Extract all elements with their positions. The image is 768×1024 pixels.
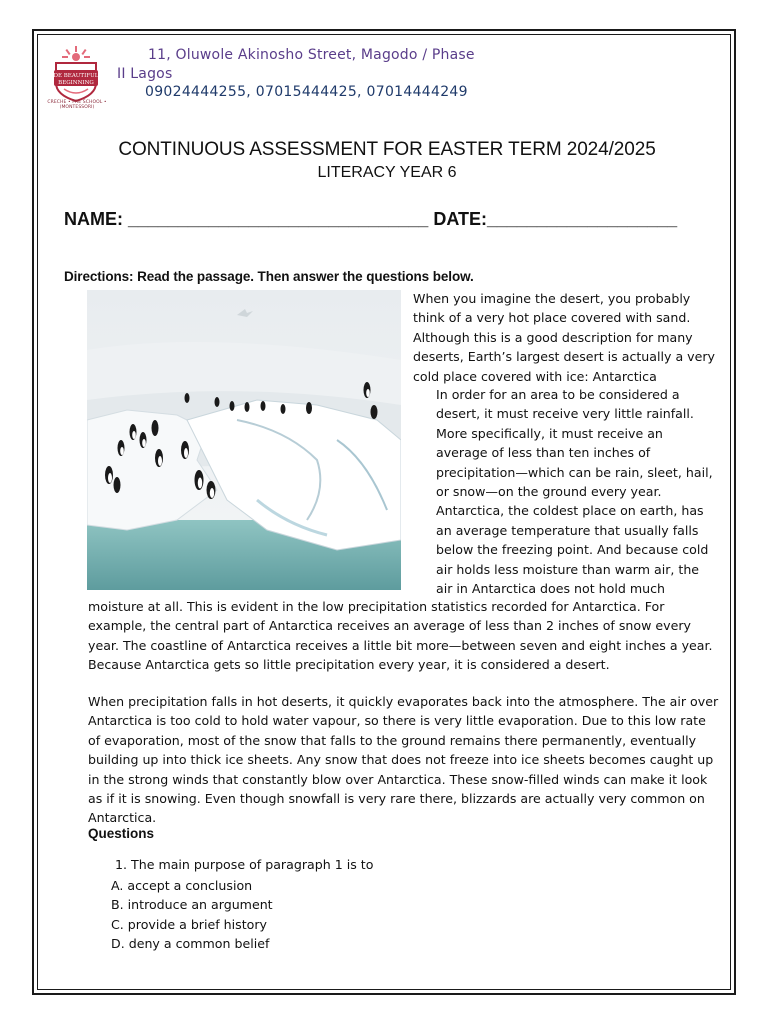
passage-line: as if it is snowing. Even though snowfall is very rare there, blizzards are actually very common on xyxy=(88,791,705,807)
passage-line: Antarctica. xyxy=(88,810,157,826)
passage-line: Because Antarctica gets so little precipitation every year, it is considered a desert. xyxy=(88,657,610,673)
passage-line: Antarctica, the coldest place on earth, has xyxy=(436,503,704,519)
page-subtitle: LITERACY YEAR 6 xyxy=(317,164,457,181)
passage-line: building up into thick ice sheets. Any snow that does not freeze into ice sheets becomes caught up xyxy=(88,752,714,768)
passage-paragraph-4 xyxy=(88,692,728,828)
question-1: 1. The main purpose of paragraph 1 is to xyxy=(115,857,374,872)
passage-line: cold place covered with ice: Antarctica xyxy=(413,368,657,384)
passage-line: an average temperature that usually falls xyxy=(436,522,699,538)
option-d[interactable]: D. deny a common belief xyxy=(111,936,270,952)
antarctica-penguins-image xyxy=(87,290,401,590)
passage-line: moisture at all. This is evident in the low precipitation statistics recorded for Antarctica. For xyxy=(88,599,665,614)
passage-paragraph-2 xyxy=(436,385,726,598)
passage-line: example, the central part of Antarctica receives an average of less than 2 inches of snow every xyxy=(88,618,691,634)
name-date-fields[interactable]: NAME: ______________________________ DATE:___________________ xyxy=(64,209,678,229)
option-c[interactable]: C. provide a brief history xyxy=(111,916,267,932)
logo-motto: CRECHE • PRE SCHOOL • (MONTESSORI) xyxy=(47,100,107,110)
passage-line: think of a very hot place covered with sand. xyxy=(413,310,691,326)
question-1-options xyxy=(111,876,273,954)
passage-line: air holds less moisture than warm air, the xyxy=(436,561,700,577)
questions-heading: Questions xyxy=(88,826,155,841)
passage-line: precipitation—which can be rain, sleet, hail, xyxy=(436,464,713,480)
passage-line: deserts, Earth’s largest desert is actually a very xyxy=(413,349,716,365)
address-line-1: 11, Oluwole Akinosho Street, Magodo / Phase xyxy=(148,47,475,63)
passage-line: average of less than ten inches of xyxy=(436,445,651,461)
passage-line: of evaporation, most of the snow that falls to the ground remains there permanently, eventually xyxy=(88,732,697,748)
passage-line: or snow—on the ground every year. xyxy=(436,484,662,500)
address-line-2: II Lagos xyxy=(117,66,173,82)
passage-paragraph-1 xyxy=(413,289,716,386)
passage-line: in the strong winds that constantly blow over Antarctica. These snow-filled winds can make it look xyxy=(88,771,708,787)
logo-name-line1: DE BEAUTIFUL xyxy=(53,73,99,79)
passage-line: In order for an area to be considered a xyxy=(436,387,680,402)
passage-line: When you imagine the desert, you probably xyxy=(413,291,691,306)
logo-name-line2: BEGINNING xyxy=(58,80,94,86)
passage-line: desert, it must receive very little rainfall. xyxy=(436,406,694,422)
passage-line: When precipitation falls in hot deserts, it quickly evaporates back into the atmosphere. The air over xyxy=(88,694,719,709)
sun-icon xyxy=(62,46,90,61)
passage-line: air in Antarctica does not hold much xyxy=(436,581,666,597)
passage-line: Although this is a good description for many xyxy=(413,329,693,345)
option-a[interactable]: A. accept a conclusion xyxy=(111,878,253,893)
phone-numbers: 09024444255, 07015444425, 07014444249 xyxy=(145,84,468,100)
option-b[interactable]: B. introduce an argument xyxy=(111,897,273,913)
passage-line: Antarctica is too cold to hold water vapour, so there is very little evaporation. Due to this low rate xyxy=(88,713,706,729)
passage-paragraph-3 xyxy=(88,597,728,675)
page-title: CONTINUOUS ASSESSMENT FOR EASTER TERM 2024/2025 xyxy=(118,139,656,160)
passage-line: More specifically, it must receive an xyxy=(436,425,663,441)
directions-text: Directions: Read the passage. Then answer the questions below. xyxy=(64,269,474,284)
passage-line: year. The coastline of Antarctica receives a little bit more—between seven and eight inches a year. xyxy=(88,637,713,653)
passage-line: below the freezing point. And because cold xyxy=(436,542,709,558)
